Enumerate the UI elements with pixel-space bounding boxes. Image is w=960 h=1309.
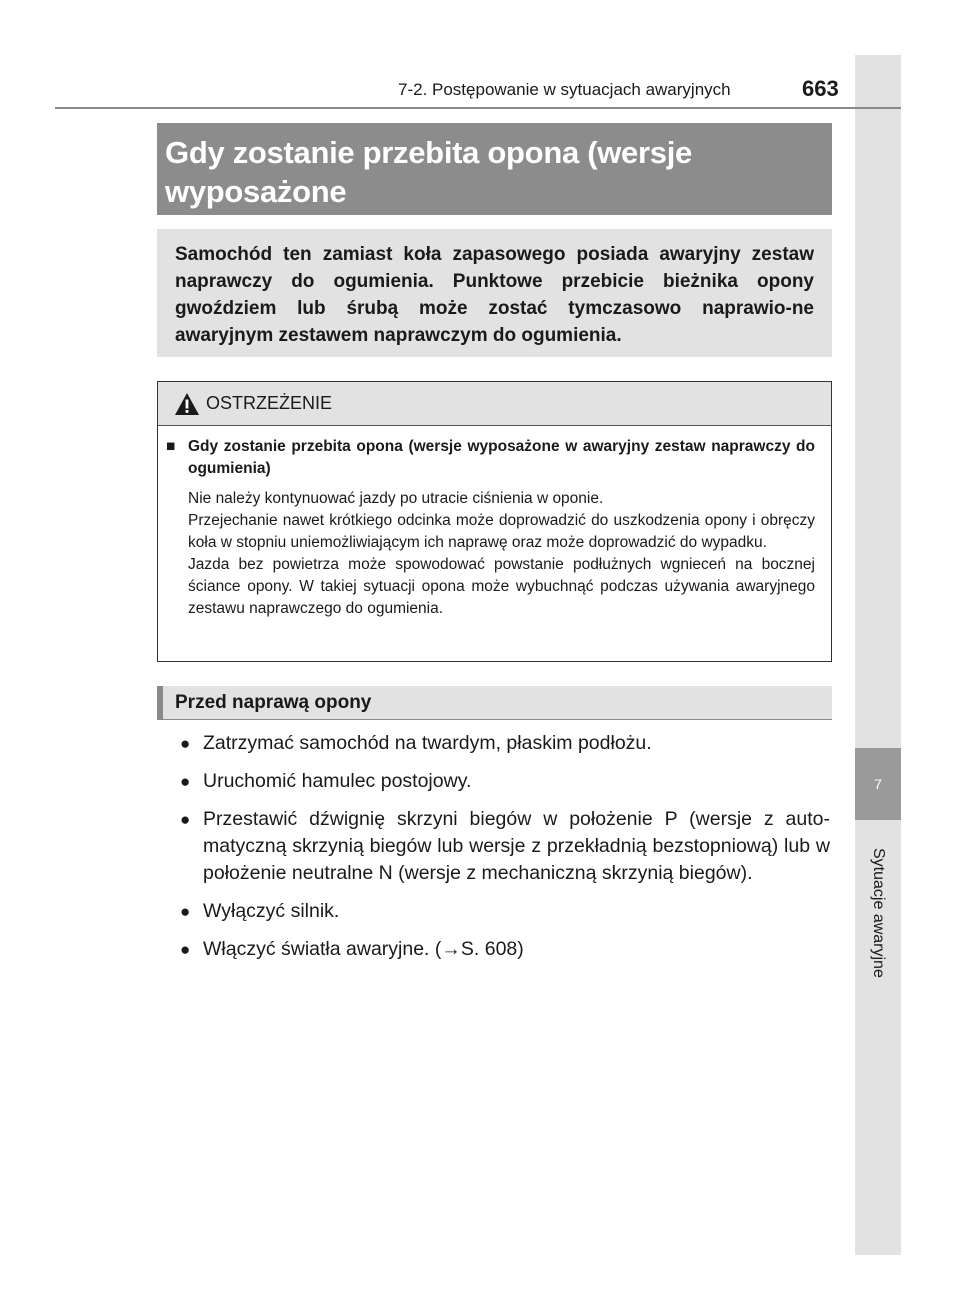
list-item-text: Wyłączyć silnik. — [203, 900, 340, 922]
chapter-number — [855, 748, 901, 820]
subsection-title: Przed naprawą opony — [175, 691, 372, 713]
list-item — [180, 936, 830, 963]
page-number: 663 — [802, 76, 839, 101]
bullet-icon: ● — [180, 810, 191, 829]
chapter-side-tab — [855, 55, 901, 1255]
list-item-text: Przestawić dźwignię skrzyni biegów w położenie P (wersje z auto-matyczną skrzynią biegów lub wersje z przekładnią bezstopniową) lub w położenie neutralne N (wersje z mechaniczną skrzynią biegów). — [203, 808, 830, 884]
warning-paragraph: Jazda bez powietrza może spowodować powstanie podłużnych wgnieceń na bocznej ściance opony. W takiej sytuacji opona może wybuchnąć podczas używania awaryjnego zestawu naprawczego do ogumienia. — [188, 556, 815, 617]
chapter-title — [856, 828, 900, 998]
warning-paragraph: Przejechanie nawet krótkiego odcinka może doprowadzić do uszkodzenia opony i obręczy koła w stopniu uniemożliwiającym ich naprawę oraz może doprowadzić do wypadku. — [188, 512, 815, 551]
chapter-number-text: 7 — [874, 776, 882, 792]
list-item-text: Włączyć światła awaryjne. (→S. 608) — [203, 938, 524, 960]
warning-box — [157, 381, 832, 662]
intro-text: Samochód ten zamiast koła zapasowego posiada awaryjny zestaw naprawczy do ogumienia. Punktowe przebicie bieżnika opony gwoździem lub śrubą może zostać tymczasowo naprawio-ne awaryjnym zestawem naprawczym do ogumienia. — [175, 244, 814, 346]
list-item — [180, 898, 830, 925]
subsection-header — [157, 686, 832, 720]
section-label: 7-2. Postępowanie w sytuacjach awaryjnych — [398, 80, 731, 99]
square-bullet-icon: ■ — [166, 438, 176, 455]
chapter-title-text: Sytuacje awaryjne — [870, 848, 887, 978]
list-item — [180, 768, 830, 795]
warning-paragraph: Nie należy kontynuować jazdy po utracie ciśnienia w oponie. — [188, 490, 604, 507]
bullet-icon: ● — [180, 940, 191, 959]
warning-heading-text: Gdy zostanie przebita opona (wersje wyposażone w awaryjny zestaw naprawczy do ogumienia) — [188, 438, 815, 477]
warning-heading — [166, 436, 815, 480]
page-title-box — [157, 123, 832, 215]
page-title-line-1: Gdy zostanie przebita opona (wersje wyposażone — [165, 135, 692, 209]
header-divider — [55, 107, 901, 109]
bullet-icon: ● — [180, 902, 191, 921]
list-item — [180, 730, 830, 757]
bullet-icon: ● — [180, 734, 191, 753]
intro-box — [157, 229, 832, 357]
warning-body — [158, 426, 831, 620]
list-item-text: Uruchomić hamulec postojowy. — [203, 770, 472, 792]
list-item — [180, 806, 830, 887]
warning-title: OSTRZEŻENIE — [206, 393, 333, 413]
steps-list — [180, 730, 830, 974]
bullet-icon: ● — [180, 772, 191, 791]
warning-header — [158, 382, 831, 426]
warning-triangle-icon — [174, 392, 200, 416]
warning-text — [188, 488, 815, 620]
list-item-text: Zatrzymać samochód na twardym, płaskim podłożu. — [203, 732, 652, 754]
